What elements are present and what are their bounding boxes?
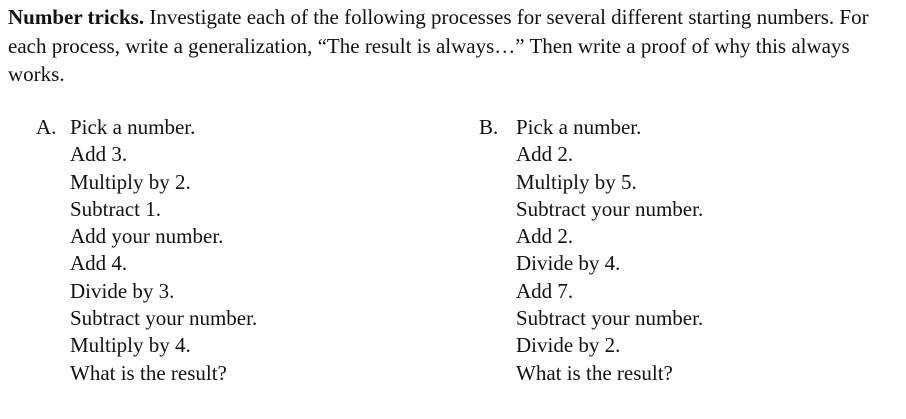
step: Add your number.: [70, 224, 224, 249]
step: Divide by 3.: [70, 278, 175, 303]
step: Subtract your number.: [70, 306, 258, 331]
process-b: [479, 114, 703, 387]
step: What is the result?: [516, 360, 673, 385]
step: Add 3.: [70, 142, 128, 167]
process-letter: B.: [479, 115, 499, 139]
step: Divide by 2.: [516, 333, 621, 358]
step: Multiply by 2.: [70, 169, 191, 194]
step: Subtract your number.: [516, 196, 704, 221]
process-letter: A.: [36, 115, 57, 139]
step: Multiply by 5.: [516, 169, 637, 194]
process-steps: [479, 114, 703, 387]
process-a: [36, 114, 257, 387]
process-steps: [36, 114, 257, 387]
step: Subtract your number.: [516, 306, 704, 331]
step: Pick a number.: [70, 115, 196, 139]
intro-text: Investigate each of the following processes for several different starting numbers. For each process, write a generalization, “The result is always…” Then write a proof of why this always works.: [8, 5, 869, 86]
step: Divide by 4.: [516, 251, 621, 276]
step: Add 7.: [516, 278, 574, 303]
intro-paragraph: [8, 3, 888, 89]
step: Add 2.: [516, 142, 574, 167]
step: Multiply by 4.: [70, 333, 191, 358]
step: Add 4.: [70, 251, 128, 276]
step: What is the result?: [70, 360, 227, 385]
step: Add 2.: [516, 224, 574, 249]
step: Pick a number.: [516, 115, 642, 139]
step: Subtract 1.: [70, 196, 161, 221]
intro-title: Number tricks.: [8, 5, 145, 29]
